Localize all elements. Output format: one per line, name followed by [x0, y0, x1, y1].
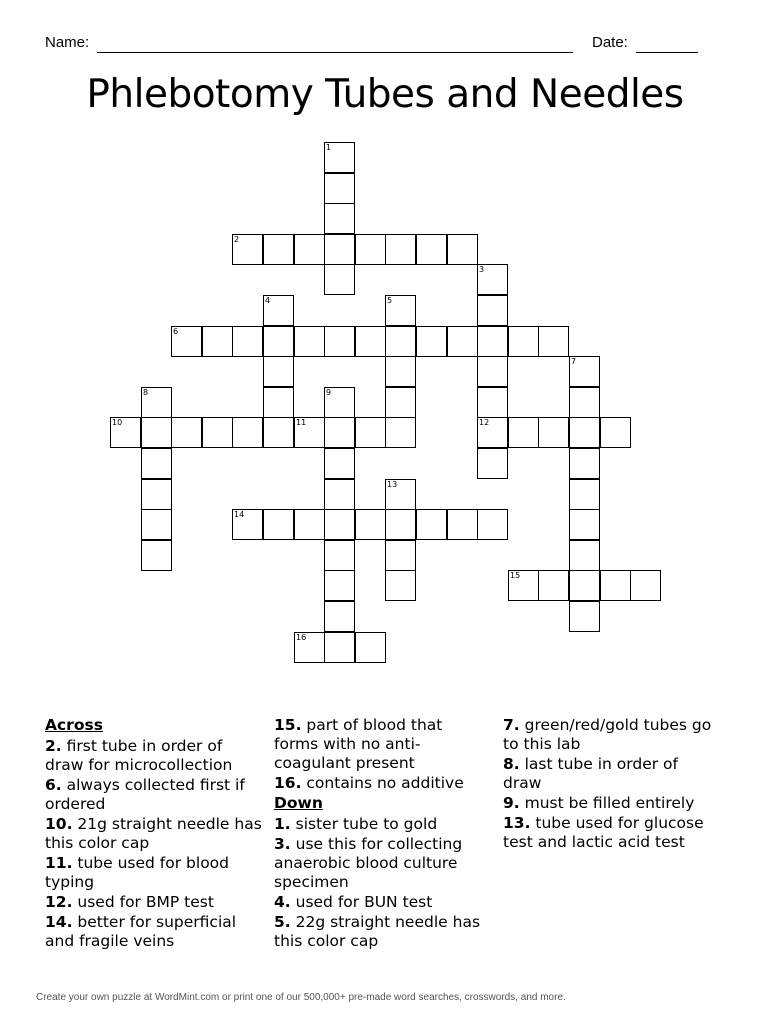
grid-cell[interactable]	[294, 417, 325, 448]
grid-cell[interactable]	[141, 540, 172, 571]
clue-number: 15	[510, 571, 521, 580]
grid-cell[interactable]	[232, 417, 263, 448]
clue-number: 2	[234, 235, 240, 244]
across-heading: Across	[45, 716, 103, 734]
grid-cell[interactable]	[232, 234, 263, 265]
clue-across-15: 15. part of blood that forms with no anti-coagulant present	[274, 716, 443, 772]
grid-cell[interactable]	[477, 387, 508, 418]
grid-cell[interactable]	[263, 417, 294, 448]
grid-cell[interactable]	[569, 570, 600, 601]
clue-number: 7	[571, 357, 577, 366]
grid-cell[interactable]	[416, 509, 447, 540]
clues-column-1	[45, 716, 263, 952]
grid-cell[interactable]	[630, 570, 661, 601]
clue-down-1: 1. sister tube to gold	[274, 815, 438, 833]
grid-cell[interactable]	[385, 509, 416, 540]
clue-down-3: 3. use this for collecting anaerobic blood culture specimen	[274, 835, 463, 891]
grid-cell[interactable]	[324, 601, 355, 632]
clue-across-6: 6. always collected first if ordered	[45, 776, 245, 813]
grid-cell[interactable]	[324, 234, 355, 265]
clue-number: 5	[387, 296, 393, 305]
grid-cell[interactable]	[569, 479, 600, 510]
grid-cell[interactable]	[324, 448, 355, 479]
down-heading: Down	[274, 794, 323, 812]
grid-cell[interactable]	[538, 326, 569, 357]
grid-cell[interactable]	[202, 417, 233, 448]
name-label: Name:	[45, 34, 90, 51]
grid-cell[interactable]	[355, 326, 386, 357]
grid-cell[interactable]	[385, 387, 416, 418]
grid-cell[interactable]	[385, 326, 416, 357]
clue-across-12: 12. used for BMP test	[45, 893, 214, 911]
grid-cell[interactable]	[569, 509, 600, 540]
grid-cell[interactable]	[141, 417, 172, 448]
grid-cell[interactable]	[569, 356, 600, 387]
grid-cell[interactable]	[294, 632, 325, 663]
grid-cell[interactable]	[324, 326, 355, 357]
grid-cell[interactable]	[324, 142, 355, 173]
date-label: Date:	[592, 34, 628, 51]
grid-cell[interactable]	[355, 509, 386, 540]
grid-cell[interactable]	[232, 326, 263, 357]
grid-cell[interactable]	[385, 570, 416, 601]
grid-cell[interactable]	[416, 234, 447, 265]
grid-cell[interactable]	[385, 295, 416, 326]
clue-number: 11	[296, 418, 307, 427]
grid-cell[interactable]	[447, 509, 478, 540]
grid-cell[interactable]	[600, 417, 631, 448]
clue-down-13: 13. tube used for glucose test and lactic acid test	[503, 814, 704, 851]
grid-cell[interactable]	[355, 234, 386, 265]
grid-cell[interactable]	[600, 570, 631, 601]
grid-cell[interactable]	[355, 632, 386, 663]
grid-cell[interactable]	[263, 387, 294, 418]
grid-cell[interactable]	[416, 326, 447, 357]
grid-cell[interactable]	[263, 356, 294, 387]
grid-cell[interactable]	[477, 264, 508, 295]
grid-cell[interactable]	[477, 417, 508, 448]
footer-text: Create your own puzzle at WordMint.com or print one of our 500,000+ pre-made word searches, crosswords, and more.	[36, 992, 566, 1003]
grid-cell[interactable]	[141, 479, 172, 510]
grid-cell[interactable]	[263, 326, 294, 357]
clue-across-2: 2. first tube in order of draw for microcollection	[45, 737, 233, 774]
grid-cell[interactable]	[569, 601, 600, 632]
grid-cell[interactable]	[477, 448, 508, 479]
grid-cell[interactable]	[324, 417, 355, 448]
grid-cell[interactable]	[569, 540, 600, 571]
clue-across-16: 16. contains no additive	[274, 774, 464, 792]
grid-cell[interactable]	[324, 203, 355, 234]
clue-number: 4	[265, 296, 271, 305]
grid-cell[interactable]	[477, 509, 508, 540]
clue-across-14: 14. better for superficial and fragile veins	[45, 913, 237, 950]
grid-cell[interactable]	[202, 326, 233, 357]
grid-cell[interactable]	[477, 326, 508, 357]
page-title: Phlebotomy Tubes and Needles	[86, 72, 684, 117]
clue-number: 3	[479, 265, 485, 274]
grid-cell[interactable]	[569, 387, 600, 418]
grid-cell[interactable]	[294, 234, 325, 265]
clues-column-3	[503, 716, 718, 853]
clue-number: 1	[326, 143, 332, 152]
grid-cell[interactable]	[538, 570, 569, 601]
grid-cell[interactable]	[110, 417, 141, 448]
grid-cell[interactable]	[324, 264, 355, 295]
clue-number: 13	[387, 480, 398, 489]
clue-number: 14	[234, 510, 245, 519]
grid-cell[interactable]	[171, 326, 202, 357]
grid-cell[interactable]	[324, 173, 355, 204]
grid-cell[interactable]	[141, 509, 172, 540]
clue-number: 9	[326, 388, 332, 397]
grid-cell[interactable]	[324, 632, 355, 663]
grid-cell[interactable]	[263, 509, 294, 540]
clue-down-7: 7. green/red/gold tubes go to this lab	[503, 716, 712, 753]
grid-cell[interactable]	[385, 234, 416, 265]
clue-across-11: 11. tube used for blood typing	[45, 854, 230, 891]
clues-column-2	[274, 716, 489, 952]
grid-cell[interactable]	[294, 509, 325, 540]
clue-number: 10	[112, 418, 123, 427]
grid-cell[interactable]	[477, 295, 508, 326]
grid-cell[interactable]	[324, 479, 355, 510]
clue-number: 8	[143, 388, 149, 397]
grid-cell[interactable]	[141, 448, 172, 479]
grid-cell[interactable]	[508, 417, 539, 448]
grid-cell[interactable]	[324, 540, 355, 571]
grid-cell[interactable]	[385, 356, 416, 387]
grid-cell[interactable]	[508, 570, 539, 601]
clue-down-8: 8. last tube in order of draw	[503, 755, 678, 792]
grid-cell[interactable]	[324, 570, 355, 601]
grid-cell[interactable]	[355, 417, 386, 448]
grid-cell[interactable]	[263, 234, 294, 265]
grid-cell[interactable]	[477, 356, 508, 387]
grid-cell[interactable]	[538, 417, 569, 448]
grid-cell[interactable]	[569, 448, 600, 479]
clue-down-4: 4. used for BUN test	[274, 893, 433, 911]
clue-number: 6	[173, 327, 179, 336]
grid-cell[interactable]	[385, 479, 416, 510]
grid-cell[interactable]	[294, 326, 325, 357]
clue-across-10: 10. 21g straight needle has this color cap	[45, 815, 262, 852]
grid-cell[interactable]	[508, 326, 539, 357]
grid-cell[interactable]	[447, 326, 478, 357]
grid-cell[interactable]	[141, 387, 172, 418]
grid-cell[interactable]	[263, 295, 294, 326]
grid-cell[interactable]	[324, 509, 355, 540]
grid-cell[interactable]	[324, 387, 355, 418]
grid-cell[interactable]	[171, 417, 202, 448]
clue-number: 12	[479, 418, 490, 427]
grid-cell[interactable]	[385, 417, 416, 448]
clue-number: 16	[296, 633, 307, 642]
grid-cell[interactable]	[447, 234, 478, 265]
grid-cell[interactable]	[569, 417, 600, 448]
grid-cell[interactable]	[385, 540, 416, 571]
clue-down-9: 9. must be filled entirely	[503, 794, 695, 812]
clue-down-5: 5. 22g straight needle has this color cap	[274, 913, 481, 950]
grid-cell[interactable]	[232, 509, 263, 540]
